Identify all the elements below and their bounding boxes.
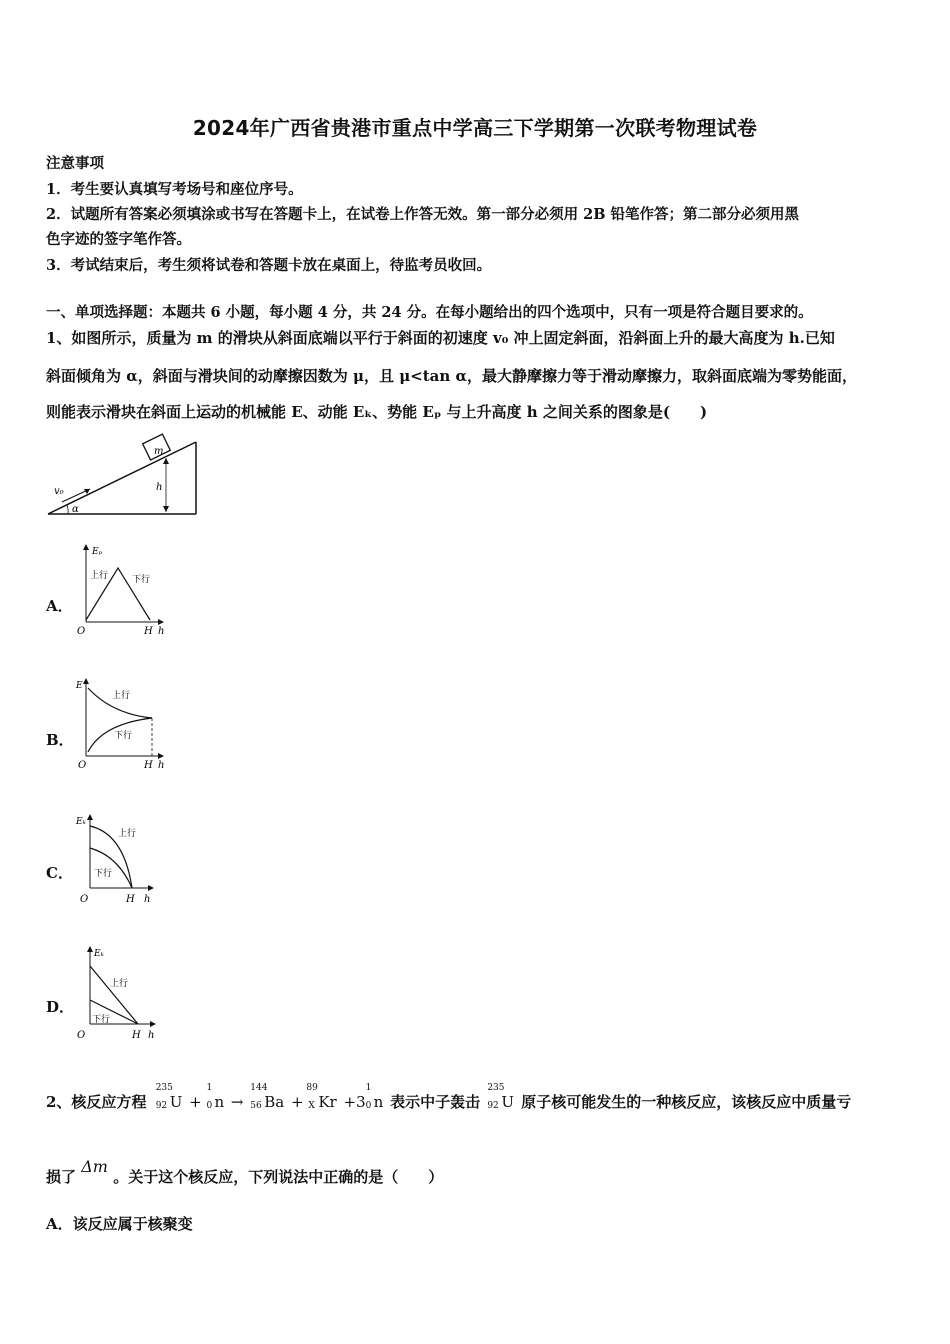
option-a-label[interactable]: A． bbox=[46, 597, 73, 615]
height-label: h bbox=[156, 482, 163, 493]
svg-text:上行: 上行 bbox=[112, 691, 131, 701]
svg-text:O: O bbox=[77, 1030, 86, 1041]
svg-text:O: O bbox=[78, 760, 87, 771]
notice-item-3: 3．考试结束后，考生须将试卷和答题卡放在桌面上，待监考员收回。 bbox=[46, 257, 492, 274]
q2-option-a[interactable]: A．该反应属于核聚变 bbox=[46, 1215, 193, 1233]
q2-mid: 表示中子轰击 bbox=[390, 1093, 481, 1111]
q2-suffix: 原子核可能发生的一种核反应，该核反应中质量亏 bbox=[521, 1093, 852, 1111]
svg-text:H: H bbox=[126, 894, 135, 905]
velocity-label: v₀ bbox=[54, 486, 64, 497]
svg-text:Eₚ: Eₚ bbox=[92, 547, 103, 557]
svg-text:下行: 下行 bbox=[94, 869, 113, 879]
section-heading: 一、单项选择题：本题共 6 小题，每小题 4 分，共 24 分。在每小题给出的四个选项中，只有一项是符合题目要求的。 bbox=[46, 304, 813, 321]
option-b-graph[interactable] bbox=[72, 676, 172, 776]
svg-text:H: H bbox=[132, 1030, 141, 1041]
svg-text:下行: 下行 bbox=[114, 731, 133, 741]
delta-m: Δm bbox=[81, 1157, 108, 1176]
q1-text-line2: 斜面倾角为 α，斜面与滑块间的动摩擦因数为 μ，且 μ<tan α，最大静摩擦力等于滑动摩擦力，取斜面底端为零势能面， bbox=[46, 367, 858, 385]
incline-surface bbox=[48, 442, 196, 514]
option-c-label[interactable]: C． bbox=[46, 864, 73, 882]
angle-label: α bbox=[72, 504, 79, 515]
svg-text:O: O bbox=[77, 626, 86, 637]
option-d-graph[interactable] bbox=[72, 944, 172, 1044]
svg-text:E: E bbox=[76, 681, 83, 691]
svg-text:H: H bbox=[144, 760, 153, 771]
ek-down-curve bbox=[90, 848, 132, 888]
q2-prefix: 2、核反应方程 bbox=[46, 1093, 147, 1111]
q2-line2: 损了 Δm 。关于这个核反应，下列说法中正确的是（ ） bbox=[46, 1157, 444, 1186]
svg-text:O: O bbox=[80, 894, 89, 905]
angle-arc bbox=[67, 505, 68, 514]
svg-text:Eₖ: Eₖ bbox=[94, 949, 104, 959]
q1-text-line3: 则能表示滑块在斜面上运动的机械能 E、动能 Eₖ、势能 Eₚ 与上升高度 h 之间关系的图象是( ) bbox=[46, 403, 708, 421]
svg-text:Eₖ: Eₖ bbox=[76, 817, 86, 827]
svg-text:H: H bbox=[144, 626, 153, 637]
notice-item-2-cont: 色字迹的签字笔作答。 bbox=[46, 231, 191, 248]
q1-text-line1: 1、如图所示，质量为 m 的滑块从斜面底端以平行于斜面的初速度 v₀ 冲上固定斜面，沿斜面上升的最大高度为 h.已知 bbox=[46, 329, 835, 347]
option-a-graph[interactable] bbox=[72, 540, 172, 640]
notice-item-2: 2．试题所有答案必须填涂或书写在答题卡上，在试卷上作答无效。第一部分必须用 2B 铅笔作答；第二部分必须用黑 bbox=[46, 206, 800, 223]
nuclear-reaction-equation: 235 92 U + 1 0 n → 144 56 Ba + 89 X Kr +3 1 0 n bbox=[155, 1083, 384, 1111]
svg-text:上行: 上行 bbox=[118, 829, 137, 839]
option-d-label[interactable]: D． bbox=[46, 998, 75, 1016]
q2-line1 bbox=[46, 1083, 852, 1112]
svg-text:下行: 下行 bbox=[92, 1015, 111, 1025]
incline-diagram bbox=[44, 432, 204, 520]
svg-text:下行: 下行 bbox=[132, 575, 151, 585]
svg-text:h: h bbox=[158, 760, 165, 771]
option-b-label[interactable]: B． bbox=[46, 731, 74, 749]
svg-text:h: h bbox=[148, 1030, 155, 1041]
notice-item-1: 1．考生要认真填写考场号和座位序号。 bbox=[46, 181, 303, 198]
svg-text:h: h bbox=[144, 894, 151, 905]
svg-text:h: h bbox=[158, 626, 165, 637]
svg-text:上行: 上行 bbox=[90, 571, 109, 581]
page-title: 2024年广西省贵港市重点中学高三下学期第一次联考物理试卷 bbox=[192, 116, 758, 140]
svg-text:上行: 上行 bbox=[110, 979, 129, 989]
block-mass-label: m bbox=[154, 446, 164, 457]
notice-heading: 注意事项 bbox=[46, 155, 104, 172]
option-c-graph[interactable] bbox=[72, 812, 172, 912]
uranium-nucleus: 235 92 U bbox=[487, 1083, 514, 1111]
